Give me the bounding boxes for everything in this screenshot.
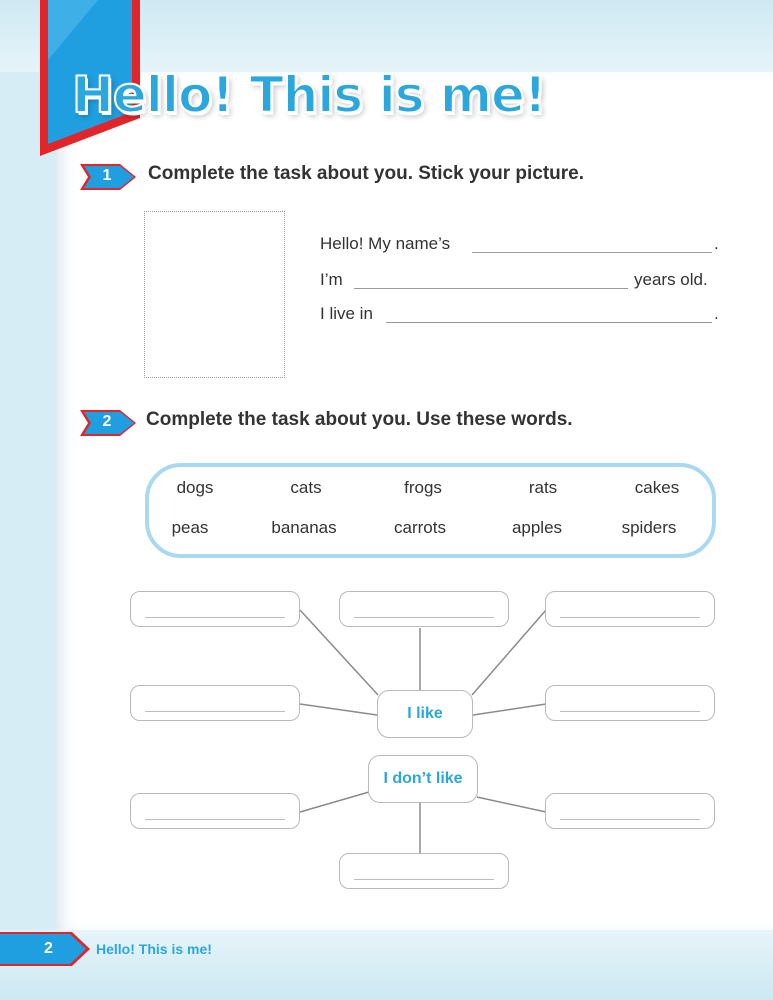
page-number: 2 [44,940,53,957]
dislike-answer-box[interactable] [545,793,715,829]
task-1-instruction: Complete the task about you. Stick your picture. [148,163,585,184]
word-bank-item: bananas [271,518,337,537]
i-like-hub: I like [377,690,473,738]
word-bank-item: rats [528,478,558,497]
dislike-answer-box[interactable] [339,853,509,889]
word-bank-item: frogs [404,478,442,497]
like-answer-box[interactable] [130,685,300,721]
task-2-number: 2 [102,413,112,430]
name-sentence-prefix: Hello! My name’s [320,234,451,253]
like-answer-box[interactable] [339,591,509,627]
age-sentence-suffix: years old. [634,270,708,289]
task-2-instruction: Complete the task about you. Use these words. [146,409,573,430]
age-sentence-prefix: I’m [320,270,343,289]
footer-unit-title: Hello! This is me! [96,941,212,957]
word-bank-item: cats [290,478,322,497]
word-bank-item: cakes [634,478,680,497]
live-sentence-prefix: I live in [320,304,373,323]
task-1-number: 1 [102,167,112,184]
i-dont-like-hub: I don’t like [368,755,478,803]
page-title: Hello! This is me! [72,66,546,124]
word-bank-item: peas [171,518,209,537]
word-bank-item: dogs [176,478,214,497]
like-answer-box[interactable] [545,591,715,627]
word-bank-item: carrots [394,518,446,537]
dislike-answer-box[interactable] [130,793,300,829]
like-answer-box[interactable] [130,591,300,627]
word-bank-item: spiders [621,518,677,537]
word-bank-item: apples [511,518,563,537]
name-sentence-end: . [714,234,719,253]
live-sentence-end: . [714,304,719,323]
like-answer-box[interactable] [545,685,715,721]
